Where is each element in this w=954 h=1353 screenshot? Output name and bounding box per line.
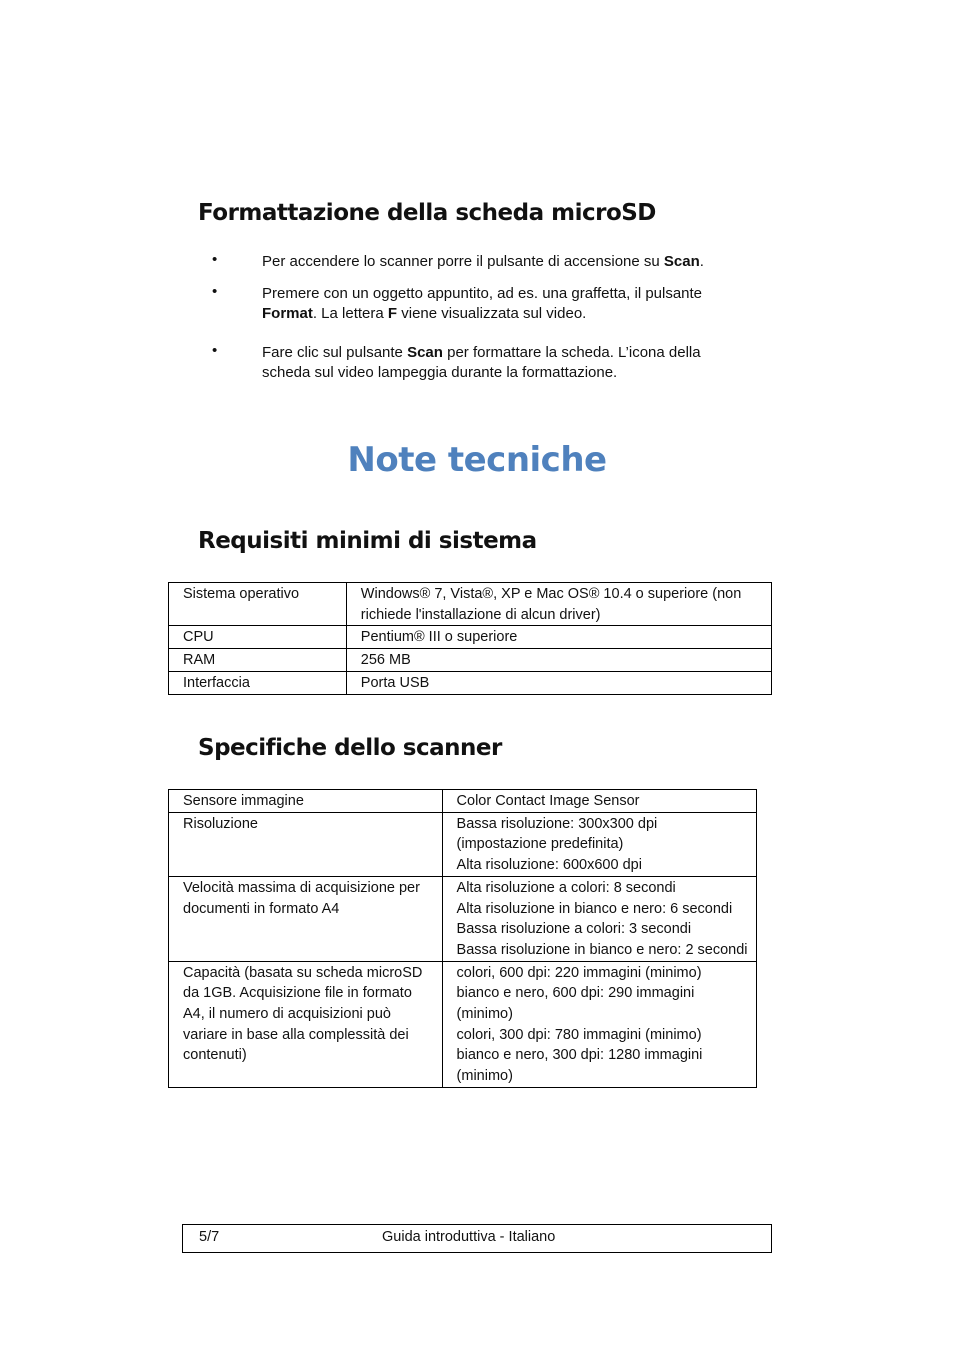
table-cell-value [442, 961, 756, 1087]
table-cell-label: Risoluzione [169, 812, 443, 876]
table-row [169, 812, 757, 876]
table-cell-value [442, 876, 756, 961]
table-cell-value: Windows® 7, Vista®, XP e Mac OS® 10.4 o superiore (non richiede l'installazione di alcun driver) [346, 583, 771, 626]
cell-line: Alta risoluzione: 600x600 dpi [456, 857, 642, 874]
bullet-icon: • [212, 251, 218, 268]
table-cell-label: Velocità massima di acquisizione per documenti in formato A4 [169, 876, 443, 961]
cell-line: Color Contact Image Sensor [456, 793, 640, 809]
cell-line: Bassa risoluzione a colori: 3 secondi [456, 921, 692, 938]
tech-notes-title: Note tecniche [347, 440, 607, 480]
table-cell-label: RAM [169, 649, 347, 672]
cell-line: Bassa risoluzione: 300x300 dpi (impostazione predefinita) [456, 815, 658, 853]
table-cell-label: Sensore immagine [169, 790, 443, 813]
table-row [169, 649, 772, 672]
table-row [169, 671, 772, 694]
table-row [169, 583, 772, 626]
cell-line: bianco e nero, 300 dpi: 1280 immagini (minimo) [456, 1047, 703, 1085]
footer-title: Guida introduttiva - Italiano [382, 1229, 556, 1245]
table-row [169, 626, 772, 649]
table-cell-label: CPU [169, 626, 347, 649]
cell-line: colori, 300 dpi: 780 immagini (minimo) [456, 1026, 702, 1043]
table-cell-value: 256 MB [346, 649, 771, 672]
table-row [169, 790, 757, 813]
table-row [169, 876, 757, 961]
cell-line: Bassa risoluzione in bianco e nero: 2 secondi [456, 941, 748, 958]
bullet-icon: • [212, 342, 218, 359]
bullet-item: Per accendere lo scanner porre il pulsante di accensione su Scan. [262, 253, 704, 270]
page-number: 5/7 [199, 1229, 220, 1245]
cell-line: Alta risoluzione in bianco e nero: 6 secondi [456, 900, 733, 917]
scanner-specs-table [168, 789, 757, 1088]
cell-line: colori, 600 dpi: 220 immagini (minimo) [456, 964, 702, 981]
cell-line: Alta risoluzione a colori: 8 secondi [456, 879, 676, 896]
table-cell-value [442, 812, 756, 876]
table-cell-label: Interfaccia [169, 671, 347, 694]
table-row [169, 961, 757, 1087]
cell-line: bianco e nero, 600 dpi: 290 immagini (minimo) [456, 985, 695, 1023]
table-cell-label: Capacità (basata su scheda microSD da 1GB. Acquisizione file in formato A4, il numero di acquisizioni può variare in base alla complessità dei contenuti) [169, 961, 443, 1087]
table-cell-value: Pentium® III o superiore [346, 626, 771, 649]
requirements-table [168, 582, 772, 695]
table-cell-value: Porta USB [346, 671, 771, 694]
requirements-heading: Requisiti minimi di sistema [198, 528, 537, 554]
bullet-item: Fare clic sul pulsante Scan per formattare la scheda. L’icona della scheda sul video lampeggia durante la formattazione. [262, 344, 701, 381]
table-cell-value [442, 790, 756, 813]
table-cell-label: Sistema operativo [169, 583, 347, 626]
scanner-specs-heading: Specifiche dello scanner [198, 735, 502, 761]
page-footer [182, 1224, 772, 1253]
bullet-icon: • [212, 283, 218, 300]
bullet-item: Premere con un oggetto appuntito, ad es. una graffetta, il pulsante Format. La lettera F viene visualizzata sul video. [262, 285, 703, 322]
format-heading: Formattazione della scheda microSD [198, 200, 656, 226]
